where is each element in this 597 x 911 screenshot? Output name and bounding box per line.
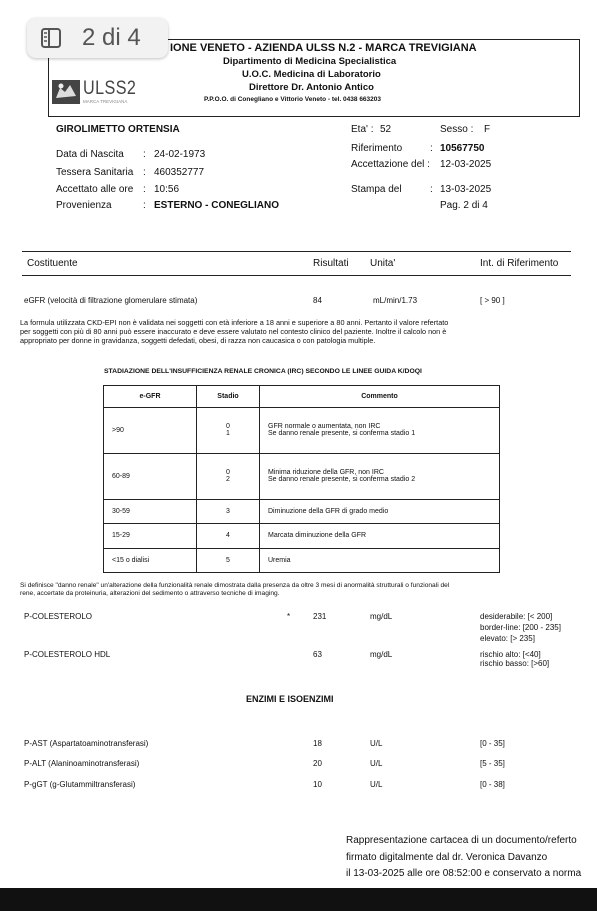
- sidebar-icon: [41, 28, 61, 48]
- irc-comment: Marcata diminuzione della GFR: [260, 524, 500, 548]
- irc-comment: GFR normale o aumentata, non IRC Se danno renale presente, si conferma stadio 1: [260, 408, 500, 454]
- colon: :: [143, 167, 146, 178]
- header-line5: P.P.O.O. di Conegliano e Vittorio Veneto - tel. 0438 663203: [204, 96, 382, 103]
- irc-egfr: 15-29: [104, 524, 197, 548]
- logo-sub: MARCA TREVIGIANA: [83, 99, 128, 104]
- chol-ref: border-line: [200 - 235]: [480, 623, 561, 632]
- colon: :: [143, 149, 146, 160]
- irc-table: [103, 385, 500, 573]
- chol-name: P-COLESTEROLO: [24, 612, 93, 621]
- print-label: Stampa del: [351, 184, 402, 195]
- note2-line: rene, accertate da proteinuria, alterazioni del sedimento o attraverso tecniche di imaging.: [20, 590, 280, 597]
- chol-ref: elevato: [> 235]: [480, 634, 535, 643]
- enzyme-value: 20: [313, 759, 322, 768]
- hdl-unit: mg/dL: [370, 650, 393, 659]
- enzyme-name: P-ALT (Alaninoaminotransferasi): [24, 759, 140, 768]
- card-value: 460352777: [154, 167, 205, 178]
- footer-line: il 13-03-2025 alle ore 08:52:00 e conservato a norma: [346, 868, 582, 879]
- hdl-ref: rischio basso: [>60]: [480, 659, 550, 668]
- irc-stage: 5: [197, 548, 260, 572]
- enzyme-unit: U/L: [370, 739, 383, 748]
- header-line1: IONE VENETO - AZIENDA ULSS N.2 - MARCA TREVIGIANA: [170, 42, 477, 54]
- birth-label: Data di Nascita: [56, 149, 124, 160]
- col-risultati: Risultati: [313, 258, 349, 269]
- divider: [22, 275, 571, 276]
- col-unita: Unita': [370, 258, 396, 269]
- sex-label: Sesso :: [440, 124, 474, 135]
- irc-egfr: 60-89: [104, 453, 197, 499]
- enzyme-ref: [0 - 38]: [480, 780, 505, 789]
- origin-label: Provenienza: [56, 200, 112, 211]
- col-costituente: Costituente: [27, 258, 78, 269]
- patient-name: GIROLIMETTO ORTENSIA: [56, 124, 180, 135]
- irc-comment: Minima riduzione della GFR, non IRC Se danno renale presente, si conferma stadio 2: [260, 453, 500, 499]
- page-indicator-text: 2 di 4: [82, 24, 141, 51]
- enzyme-name: P-gGT (g-Glutammiltransferasi): [24, 780, 136, 789]
- age-label: Eta' :: [351, 124, 374, 135]
- egfr-unit: mL/min/1.73: [373, 296, 418, 305]
- irc-comment: Diminuzione della GFR di grado medio: [260, 499, 500, 523]
- page-indicator-badge[interactable]: [27, 18, 168, 58]
- lion-emblem-icon: [52, 80, 80, 104]
- egfr-name: eGFR (velocità di filtrazione glomerulare stimata): [24, 296, 198, 305]
- enzyme-value: 10: [313, 780, 322, 789]
- irc-stage: 3: [197, 499, 260, 523]
- origin-value: ESTERNO - CONEGLIANO: [154, 200, 280, 211]
- enzyme-unit: U/L: [370, 780, 383, 789]
- irc-egfr: <15 o dialisi: [104, 548, 197, 572]
- irc-stage: 0 2: [197, 453, 260, 499]
- irc-egfr: >90: [104, 408, 197, 454]
- sex-value: F: [484, 124, 491, 135]
- irc-row: [104, 548, 500, 572]
- hdl-name: P-COLESTEROLO HDL: [24, 650, 111, 659]
- footer-line: firmato digitalmente dal dr. Veronica Davanzo: [346, 852, 548, 863]
- print-value: 13-03-2025: [440, 184, 492, 195]
- irc-egfr: 30-59: [104, 499, 197, 523]
- irc-row: [104, 524, 500, 548]
- page-number: Pag. 2 di 4: [440, 200, 488, 211]
- irc-comment: Uremia: [260, 548, 500, 572]
- acc-value: 12-03-2025: [440, 159, 492, 170]
- hdl-value: 63: [313, 650, 322, 659]
- irc-row: [104, 408, 500, 454]
- hdl-ref: rischio alto: [<40]: [480, 650, 541, 659]
- colon: :: [143, 200, 146, 211]
- enzyme-value: 18: [313, 739, 322, 748]
- irc-stage: 0 1: [197, 408, 260, 454]
- note1-line: La formula utilizzata CKD-EPI non è validata nei soggetti con età inferiore a 18 anni e superiore a 80 anni. Pertanto il valore refertato: [20, 318, 449, 327]
- birth-value: 24-02-1973: [154, 149, 206, 160]
- acc-label: Accettazione del :: [351, 159, 430, 170]
- enzyme-name: P-AST (Aspartatoaminotransferasi): [24, 739, 149, 748]
- irc-title: STADIAZIONE DELL'INSUFFICIENZA RENALE CRONICA (IRC) SECONDO LE LINEE GUIDA K/DOQI: [104, 368, 422, 375]
- egfr-ref: [ > 90 ]: [480, 296, 505, 305]
- note1-line: per soggetti con più di 80 anni può essere inaccurato e deve essere valutato nel contesto clinico del paziente. Inoltre il calcolo non è: [20, 327, 447, 336]
- accepted-value: 10:56: [154, 184, 180, 195]
- header-line4: Direttore Dr. Antonio Antico: [249, 82, 374, 93]
- chol-unit: mg/dL: [370, 612, 393, 621]
- section-title: ENZIMI E ISOENZIMI: [246, 694, 334, 704]
- enzyme-ref: [0 - 35]: [480, 739, 505, 748]
- note1-line: appropriato per donne in gravidanza, soggetti defedati, obesi, di razza non caucasica o con patologia multiple.: [20, 336, 376, 345]
- irc-stage: 4: [197, 524, 260, 548]
- irc-header-egfr: e-GFR: [104, 386, 197, 408]
- chol-flag: *: [287, 612, 291, 621]
- colon: :: [143, 184, 146, 195]
- ref-label: Riferimento: [351, 143, 403, 154]
- ref-value: 10567750: [440, 143, 485, 154]
- chol-ref: desiderabile: [< 200]: [480, 612, 553, 621]
- header-line2: Dipartimento di Medicina Specialistica: [223, 56, 397, 67]
- age-value: 52: [380, 124, 392, 135]
- egfr-value: 84: [313, 296, 322, 305]
- irc-row: [104, 453, 500, 499]
- divider: [22, 251, 571, 252]
- irc-header-stage: Stadio: [197, 386, 260, 408]
- enzyme-ref: [5 - 35]: [480, 759, 505, 768]
- chol-value: 231: [313, 612, 327, 621]
- ulss2-logo: [52, 78, 142, 106]
- enzyme-unit: U/L: [370, 759, 383, 768]
- irc-row: [104, 499, 500, 523]
- col-riferimento: Int. di Riferimento: [480, 258, 559, 269]
- bottom-bar: [0, 888, 597, 911]
- colon: :: [430, 143, 433, 154]
- note2-line: Si definisce "danno renale" un'alterazione della funzionalità renale dimostrata dalla presenza da oltre 3 mesi di anormalità strutturali o funzionali del: [20, 582, 450, 589]
- logo-text: ULSS2: [83, 78, 137, 99]
- card-label: Tessera Sanitaria: [56, 167, 134, 178]
- colon: :: [430, 184, 433, 195]
- footer-line: Rappresentazione cartacea di un documento/referto: [346, 835, 577, 846]
- header-line3: U.O.C. Medicina di Laboratorio: [242, 69, 381, 80]
- accepted-label: Accettato alle ore: [56, 184, 134, 195]
- irc-header-comment: Commento: [260, 386, 500, 408]
